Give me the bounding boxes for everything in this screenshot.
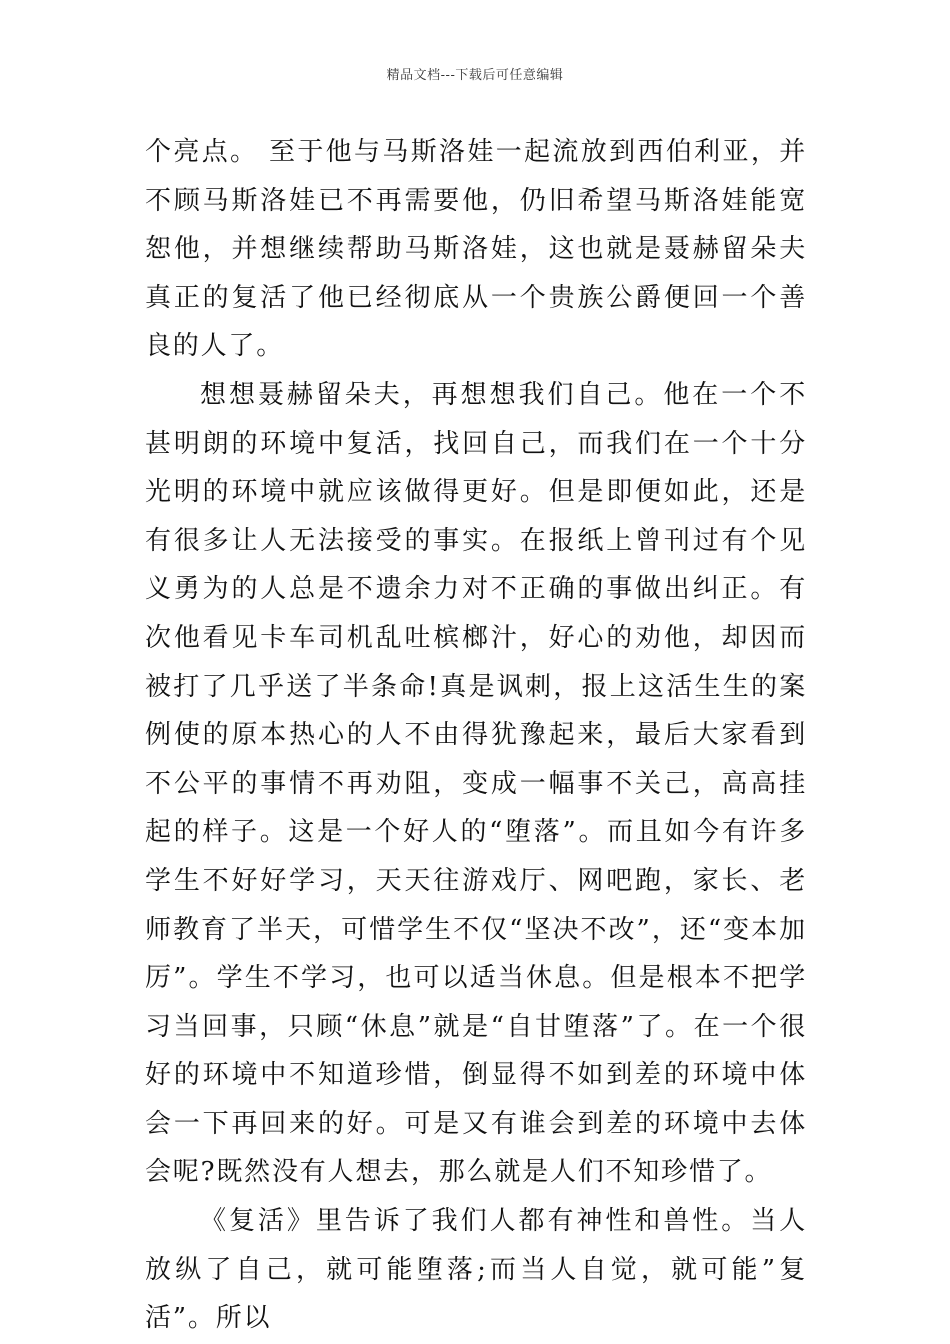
page-header: 精品文档---下载后可任意编辑 (386, 68, 564, 83)
paragraph-3: 《复活》里告诉了我们人都有神性和兽性。当人放纵了自己，就可能堕落;而当人自觉，就可能”复活”。所以 (145, 1206, 807, 1334)
paragraph-2: 想想聂赫留朵夫，再想想我们自己。他在一个不甚明朗的环境中复活，找回自己，而我们在一个十分光明的环境中就应该做得更好。但是即便如此，还是有很多让人无法接受的事实。在报纸上曾刊过有个见义勇为的人总是不遗余力对不正确的事做出纠正。有次他看见卡车司机乱吐槟榔汁，好心的劝他，却因而被打了几乎送了半条命!真是讽刺，报上这活生生的案例使的原本热心的人不由得犹豫起来，最后大家看到不公平的事情不再劝阻，变成一幅事不关己，高高挂起的样子。这是一个好人的“堕落”。而且如今有许多学生不好好学习，天天往游戏厅、网吧跑，家长、老师教育了半天，可惜学生不仅“坚决不改”，还“变本加厉”。学生不学习，也可以适当休息。但是根本不把学习当回事，只顾“休息”就是“自甘堕落”了。在一个很好的环境中不知道珍惜，倒显得不如到差的环境中体会一下再回来的好。可是又有谁会到差的环境中去体会呢?既然没有人想去，那么就是人们不知珍惜了。 (145, 379, 807, 1188)
document-body (145, 128, 807, 1343)
paragraph-1: 个亮点。 至于他与马斯洛娃一起流放到西伯利亚，并不顾马斯洛娃已不再需要他，仍旧希望马斯洛娃能宽恕他，并想继续帮助马斯洛娃，这也就是聂赫留朵夫真正的复活了他已经彻底从一个贵族公爵便回一个善良的人了。 (145, 137, 807, 362)
